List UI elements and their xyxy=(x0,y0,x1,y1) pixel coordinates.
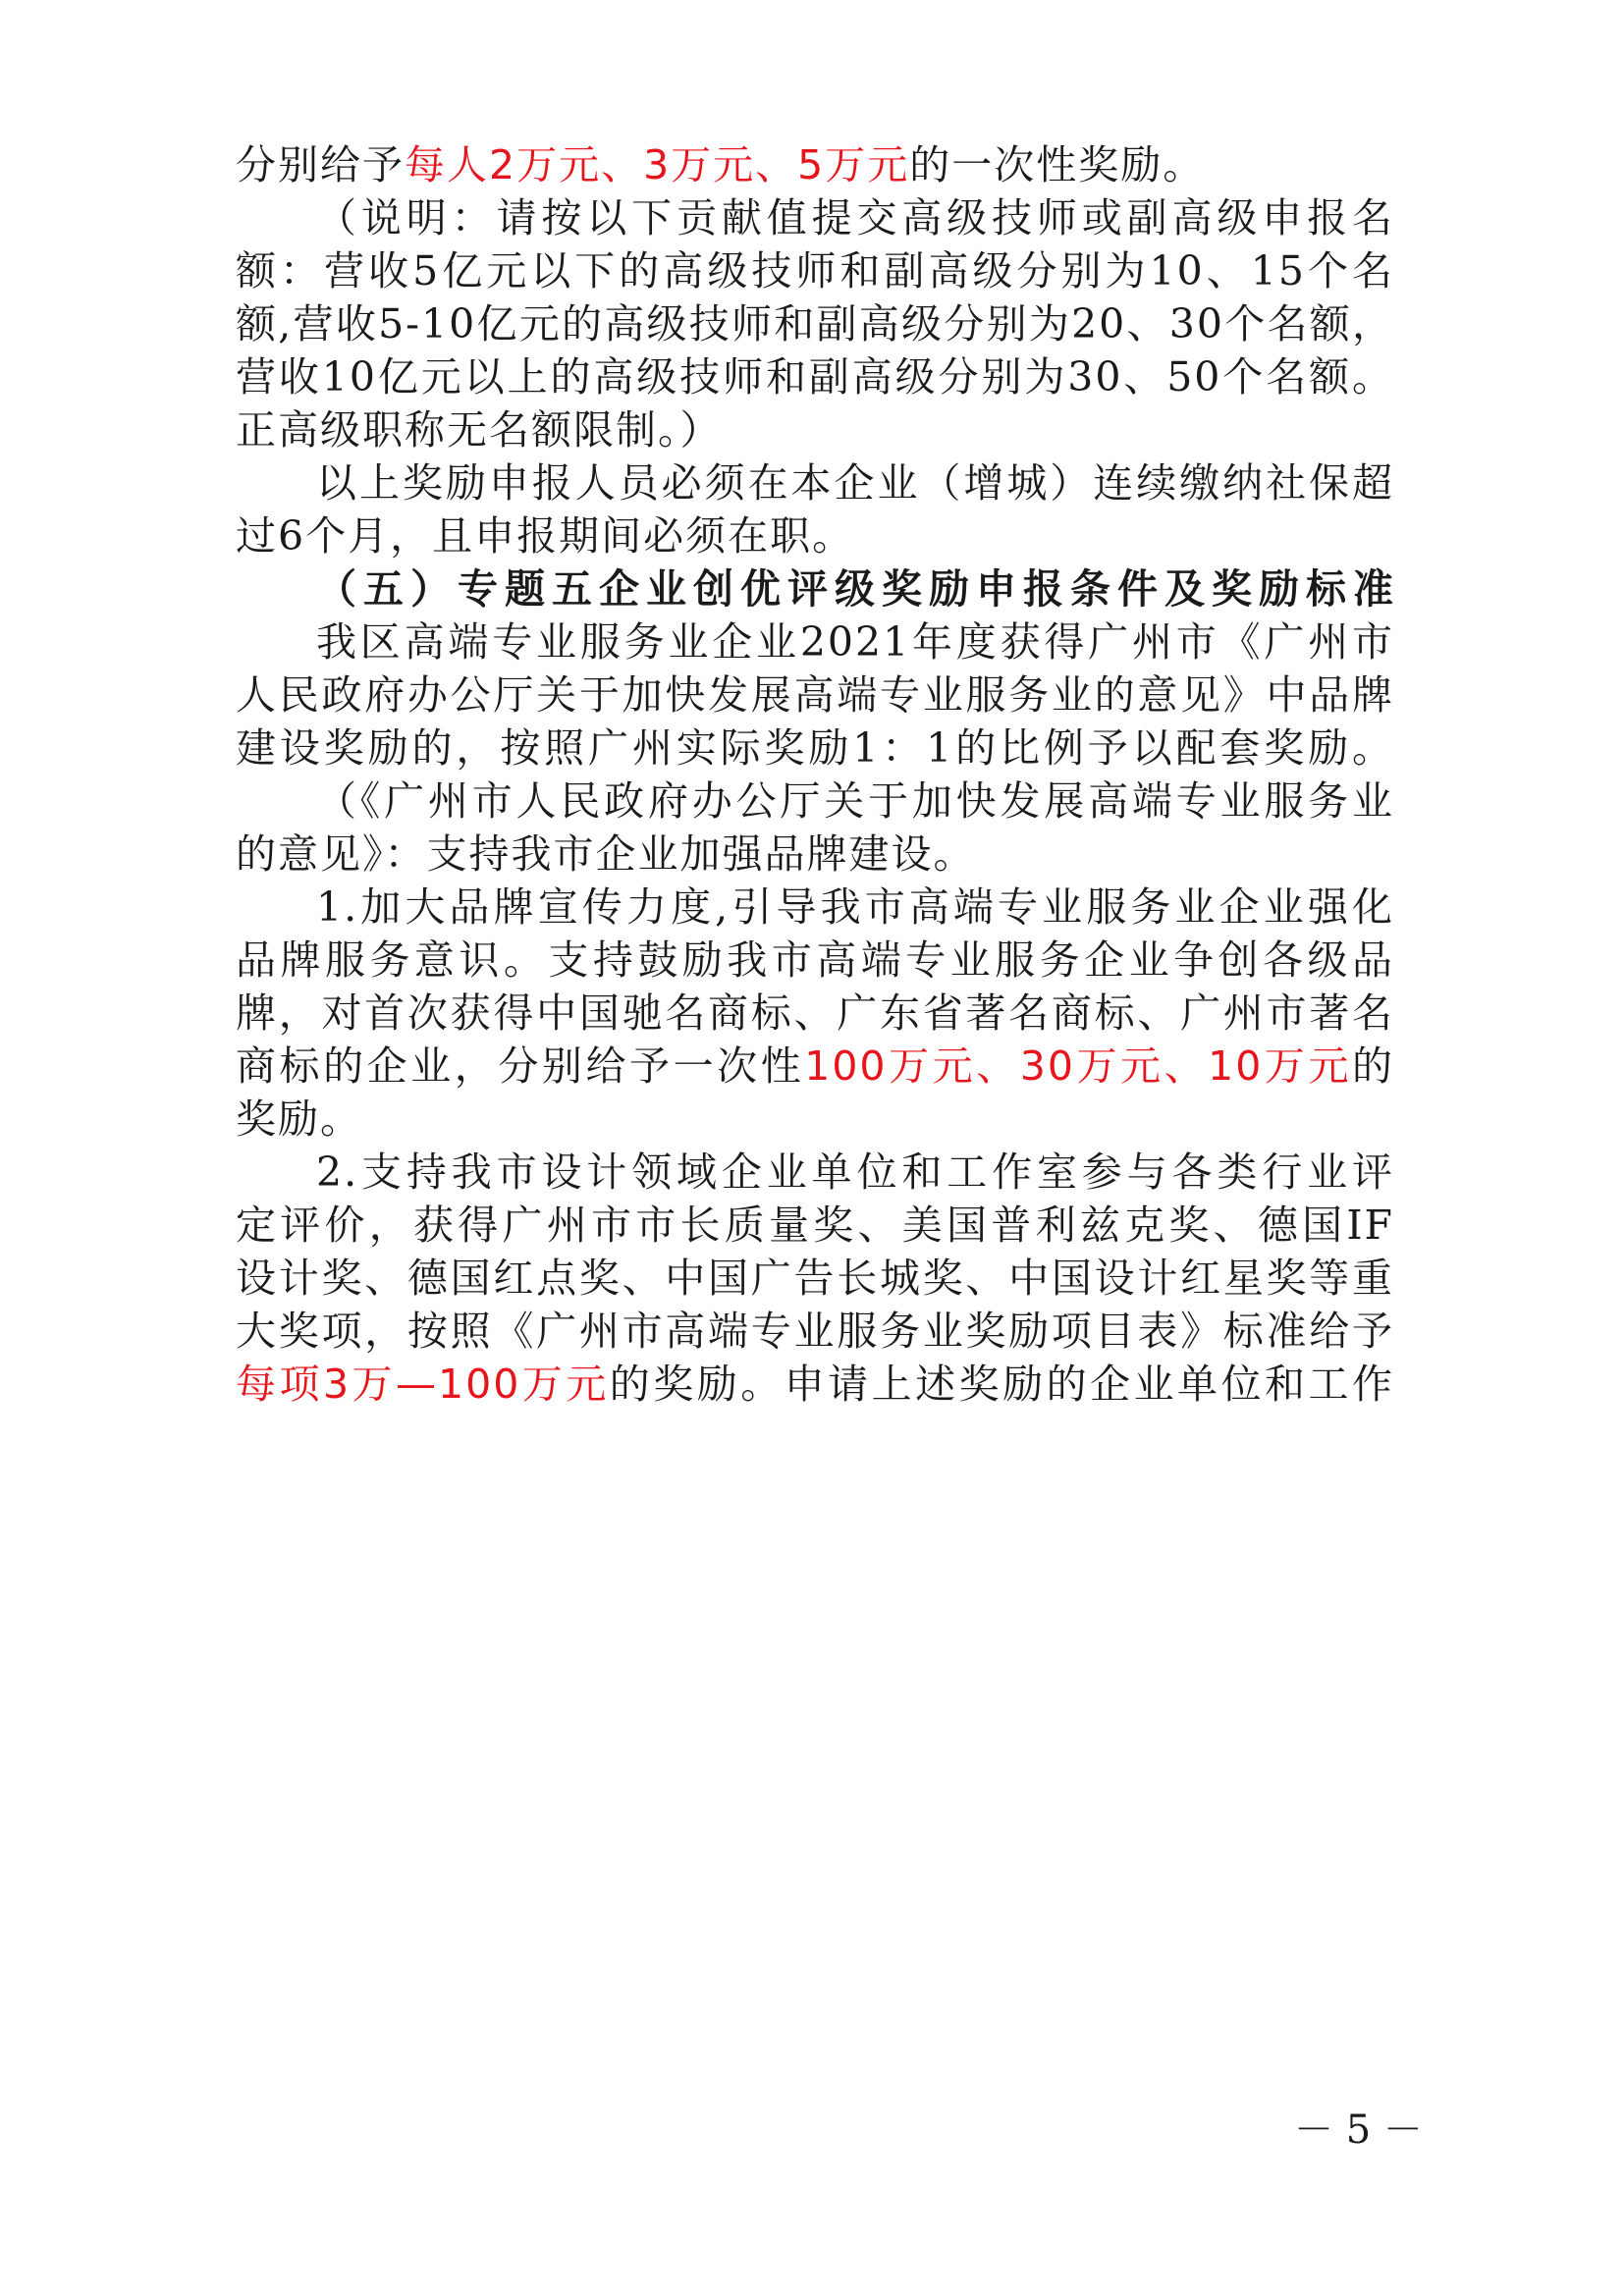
text-line-8: 过6个月，且申报期间必须在职。 xyxy=(236,512,855,560)
text-line-22: 设计奖、德国红点奖、中国广告长城奖、中国设计红星奖等重 xyxy=(236,1255,1394,1302)
text-line-12: 建设奖励的，按照广州实际奖励1：1的比例予以配套奖励。 xyxy=(236,724,1394,772)
text-line-24 xyxy=(236,1359,1394,1410)
text-line-4: 额,营收5-10亿元的高级技师和副高级分别为20、30个名额， xyxy=(236,300,1394,347)
highlighted-amount: 每项3万—100万元 xyxy=(236,1361,610,1408)
text-run: 的 xyxy=(1352,1042,1395,1090)
text-line-20: 2.支持我市设计领域企业单位和工作室参与各类行业评 xyxy=(316,1148,1394,1196)
text-run: 的奖励。申请上述奖励的企业单位和工作 xyxy=(609,1361,1395,1408)
text-line-11: 人民政府办公厅关于加快发展高端专业服务业的意见》中品牌 xyxy=(236,671,1394,719)
text-line-5: 营收10亿元以上的高级技师和副高级分别为30、50个名额。 xyxy=(236,353,1394,400)
text-line-6: 正高级职称无名额限制。） xyxy=(236,406,723,454)
text-line-1 xyxy=(236,139,1205,190)
text-run: 分别给予 xyxy=(236,141,405,188)
section-heading: （五）专题五企业创优评级奖励申报条件及奖励标准 xyxy=(316,565,1394,613)
highlighted-amount: 100万元、30万元、10万元 xyxy=(804,1042,1353,1090)
text-line-14: 的意见》：支持我市企业加强品牌建设。 xyxy=(236,830,976,878)
text-line-2: （说明：请按以下贡献值提交高级技师或副高级申报名 xyxy=(316,194,1394,241)
text-line-15: 1.加大品牌宣传力度,引导我市高端专业服务业企业强化 xyxy=(316,883,1394,931)
text-line-23: 大奖项，按照《广州市高端专业服务业奖励项目表》标准给予 xyxy=(236,1308,1394,1355)
text-line-10: 我区高端专业服务业企业2021年度获得广州市《广州市 xyxy=(316,618,1394,666)
text-line-3: 额：营收5亿元以下的高级技师和副高级分别为10、15个名 xyxy=(236,247,1394,294)
page-number: － 5 － xyxy=(1294,2108,1423,2153)
text-line-7: 以上奖励申报人员必须在本企业（增城）连续缴纳社保超 xyxy=(316,459,1394,507)
text-line-19: 奖励。 xyxy=(236,1095,362,1143)
text-run: 的一次性奖励。 xyxy=(909,141,1206,188)
text-line-16: 品牌服务意识。支持鼓励我市高端专业服务企业争创各级品 xyxy=(236,936,1394,984)
text-line-21: 定评价，获得广州市市长质量奖、美国普利兹克奖、德国IF xyxy=(236,1201,1394,1249)
text-line-17: 牌，对首次获得中国驰名商标、广东省著名商标、广州市著名 xyxy=(236,989,1394,1037)
highlighted-amount: 每人2万元、3万元、5万元 xyxy=(405,141,910,188)
text-run: 商标的企业，分别给予一次性 xyxy=(236,1042,805,1090)
text-line-18 xyxy=(236,1041,1394,1092)
text-line-13: （《广州市人民政府办公厅关于加快发展高端专业服务业 xyxy=(316,777,1394,825)
